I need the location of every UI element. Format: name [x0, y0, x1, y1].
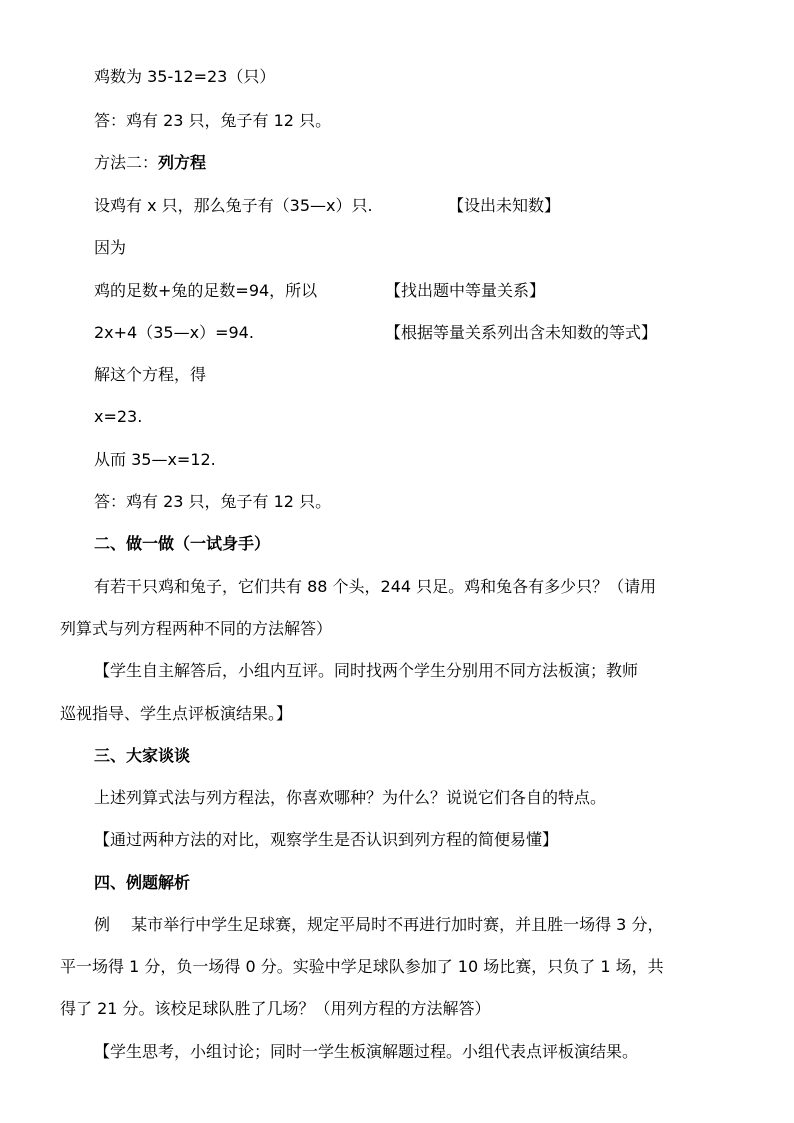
- paragraph-line: 【通过两种方法的对比，观察学生是否认识到列方程的简便易懂】: [94, 830, 559, 849]
- annotation: 【找出题中等量关系】: [385, 281, 546, 300]
- method-label: 方法二：: [94, 153, 159, 172]
- paragraph-line: 上述列算式法与列方程法，你喜欢哪种？为什么？说说它们各自的特点。: [94, 788, 607, 807]
- paragraph-line: 有若干只鸡和兔子，它们共有 88 个头，244 只足。鸡和兔各有多少只？（请用: [94, 577, 657, 596]
- text-line: x=23.: [94, 407, 143, 426]
- text-line: 因为: [94, 238, 127, 257]
- text-line: 从而 35—x=12.: [94, 450, 216, 469]
- method-name: 列方程: [158, 153, 207, 172]
- paragraph-line: 【学生思考，小组讨论；同时一学生板演解题过程。小组代表点评板演结果。: [94, 1042, 639, 1061]
- text-line: 答：鸡有 23 只，兔子有 12 只。: [94, 492, 332, 511]
- paragraph-line: 巡视指导、学生点评板演结果。】: [60, 704, 293, 723]
- text-line: 2x+4（35—x）=94.: [94, 323, 254, 342]
- paragraph-line: 列算式与列方程两种不同的方法解答）: [60, 619, 333, 638]
- section-heading: 四、例题解析: [94, 873, 191, 892]
- text-line: 解这个方程，得: [94, 365, 207, 384]
- section-heading: 三、大家谈谈: [94, 746, 191, 765]
- text-line: 设鸡有 x 只，那么兔子有（35—x）只.: [94, 196, 373, 215]
- method-heading: [94, 152, 206, 174]
- text-line: 鸡数为 35-12=23（只）: [94, 67, 276, 86]
- paragraph-line: 得了 21 分。该校足球队胜了几场？（用列方程的方法解答）: [60, 999, 491, 1018]
- paragraph-line: 【学生自主解答后，小组内互评。同时找两个学生分别用不同方法板演；教师: [94, 661, 639, 680]
- paragraph-line: 平一场得 1 分，负一场得 0 分。实验中学足球队参加了 10 场比赛，只负了 1 场，共: [60, 957, 664, 976]
- text-line: 鸡的足数+兔的足数=94，所以: [94, 281, 318, 300]
- section-heading: 二、做一做（一试身手）: [94, 534, 271, 553]
- annotation: 【根据等量关系列出含未知数的等式】: [385, 323, 658, 342]
- paragraph-line: 例 某市举行中学生足球赛，规定平局时不再进行加时赛，并且胜一场得 3 分，: [94, 915, 664, 934]
- annotation: 【设出未知数】: [448, 196, 561, 215]
- text-line: 答：鸡有 23 只，兔子有 12 只。: [94, 111, 332, 130]
